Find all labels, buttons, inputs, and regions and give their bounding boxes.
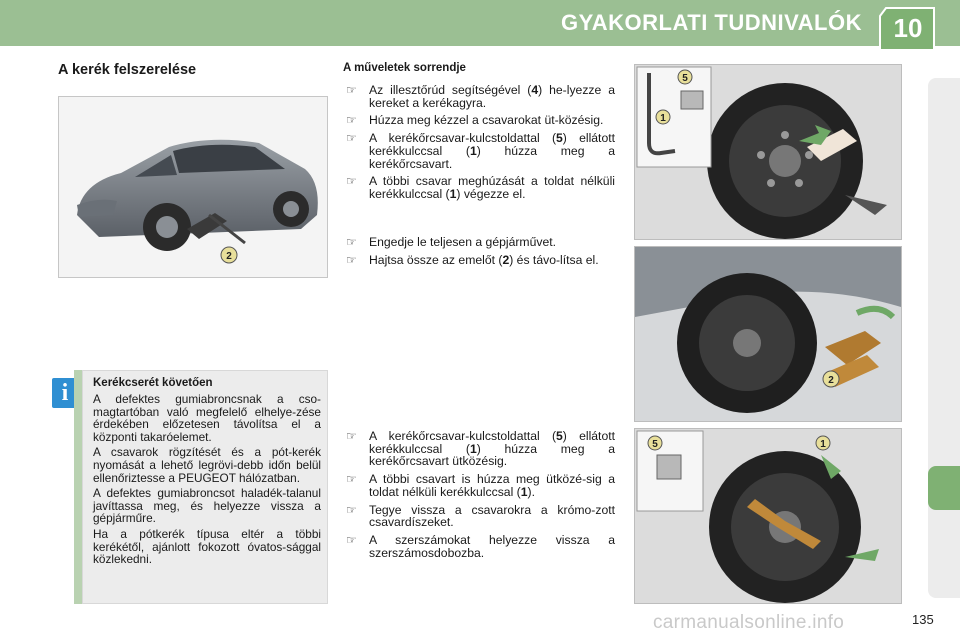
page-header (0, 0, 960, 46)
callout-2: 2 (226, 251, 232, 262)
step-item: ☞ Engedje le teljesen a gépjárművet. (343, 236, 615, 249)
step-list-1 (343, 84, 615, 206)
chapter-side-tab-active[interactable] (928, 466, 960, 510)
callout-2: 2 (828, 375, 834, 386)
info-paragraph: Ha a pótkerék típusa eltér a többi kerékétől, ajánlott fokozott óvatos-sággal közlekedni. (93, 526, 321, 567)
info-panel (82, 370, 328, 604)
info-icon: i (52, 378, 78, 408)
section-title: A kerék felszerelése (58, 62, 197, 78)
photo-jack-lowered (634, 246, 902, 422)
step-item: ☞ A kerékőrcsavar-kulcstoldattal (5) ellátott kerékkulccsal (1) húzza meg a kerékőrcsavart. (343, 132, 615, 170)
step-item: ☞ Húzza meg kézzel a csavarokat üt-közésig. (343, 114, 615, 127)
callout-5: 5 (652, 439, 658, 450)
car-illustration (58, 96, 328, 278)
callout-1: 1 (820, 439, 826, 450)
step-item: ☞ A többi csavart is húzza meg ütközé-sig a toldat nélküli kerékkulccsal (1). (343, 473, 615, 498)
step-item: ☞ Az illesztőrúd segítségével (4) he-lyezze a kereket a kerékagyra. (343, 84, 615, 109)
step-item: ☞ Hajtsa össze az emelőt (2) és távo-lítsa el. (343, 254, 615, 267)
step-list-2 (343, 236, 615, 271)
step-item: ☞ A többi csavar meghúzását a toldat nélküli kerékkulccsal (1) végezze el. (343, 175, 615, 200)
step-item: ☞ A szerszámokat helyezze vissza a szerszámosdobozba. (343, 534, 615, 559)
chapter-title: GYAKORLATI TUDNIVALÓK (561, 10, 862, 35)
step-item: ☞ A kerékőrcsavar-kulcstoldattal (5) ellátott kerékkulccsal (1) húzza meg a kerékőrcsavart ütközésig. (343, 430, 615, 468)
chapter-tab (878, 6, 938, 52)
step-list-3 (343, 430, 615, 564)
info-paragraph: A defektes gumiabroncsot haladék-talanul javíttassa meg, és helyezze vissza a gépjárműre. (93, 486, 321, 526)
watermark: carmanualsonline.info (653, 612, 845, 633)
photo-tighten-bolts (634, 428, 902, 604)
step-item: ☞ Tegye vissza a csavarokra a krómo-zott csavardíszeket. (343, 504, 615, 529)
info-paragraph: A csavarok rögzítését és a pót-kerék nyomását a lehető legrövi-debb időn belül ellenőriztesse a PEUGEOT hálózatban. (93, 445, 321, 485)
callout-5: 5 (682, 73, 688, 84)
chapter-side-strip (928, 78, 960, 598)
info-paragraph: A defektes gumiabroncsnak a cso-magtartóban való megfelelő elhelye-zése érdekében előzetesen távolítsa el a központi takaróelemet. (93, 392, 321, 444)
callout-1: 1 (660, 113, 666, 124)
info-title: Kerékcserét követően (93, 377, 213, 389)
chapter-number: 10 (893, 13, 923, 43)
info-box (46, 370, 328, 604)
page-number: 135 (912, 612, 934, 627)
steps-title: A műveletek sorrendje (343, 62, 466, 74)
info-stripe (74, 370, 82, 604)
photo-wheel-bolts (634, 64, 902, 240)
